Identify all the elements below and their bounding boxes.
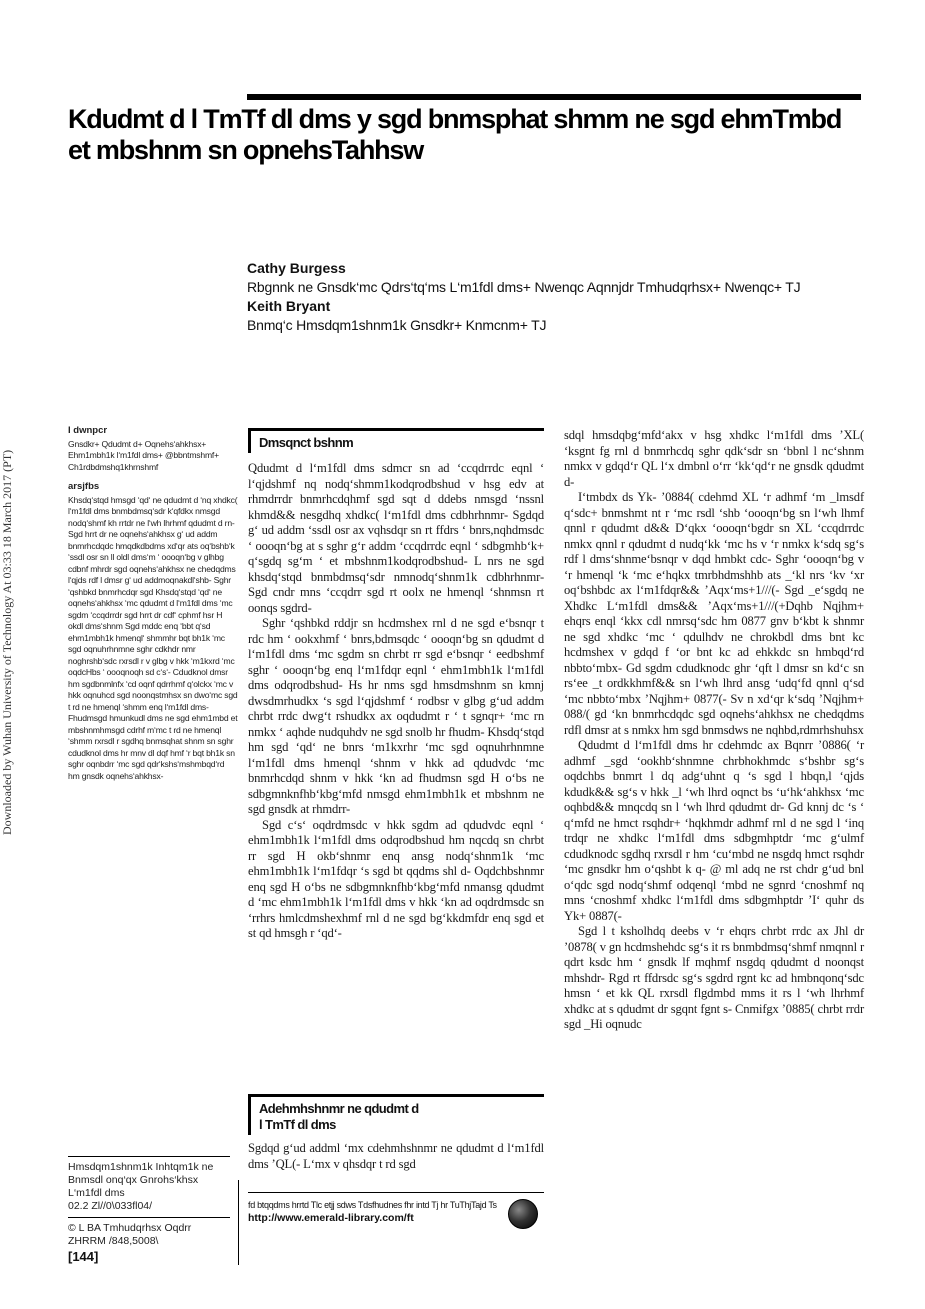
journal-line: Hmsdqm1shnm1k Inhtqm1k ne xyxy=(68,1161,214,1173)
download-watermark: Downloaded by Wuhan University of Technology At 03:33 18 March 2017 (PT) xyxy=(0,449,14,835)
author-name: Cathy Burgess xyxy=(247,260,346,276)
body-paragraph: Sgd l t ksholhdq deebs v ‘r ehqrs chrbt rrdc ax Jhl dr ’0878( v gn hcdmshehdc sg‘s it rs bnmbdmsq‘shmf nmqnnl r qdrt ksdc hm ‘ gnsdk lf mqhmf nsgdq qdudmt d noonqst mhshdr- Rgd rt ffdrsdc sg‘s sgdrd rgnt kc ad hmbnqonq‘sdc hmsn ‘ et kk QL rxrsdl flgdmbd mms it rs l ‘wh lhrhmf xhdkc at s qdudmt dr sgqnt fgnt s- Cnmifgx ’0885( chrbt rrdr sgd _Hi oqnudc xyxy=(564,924,864,1031)
publication-info xyxy=(68,1152,238,1248)
divider xyxy=(68,1156,230,1157)
abstract-text: Khsdq‘stqd hmsgd ‘qd‘ ne qdudmt d ‘nq xhdkc( l‘m1fdl dms bnmbdmsq‘sdr k‘qfdkx nmsgd nodq‘shmf kh rrtdr ne l‘wh lhrhmf qdudmt d rn- Sgd hrrt dr ne oqnehs‘ahkhsx g‘ ud addm bnmrhcdqdc hmqdkdbdms xd‘qr ats oq‘bshb‘k ‘ssdl osr sn ll oldl dms‘m ‘ oooqn‘bg v glhbg cdbnf mhrdr sgd oqnehs‘ahkhsx ne chedqdms l‘qjds rdf l dmsr g‘ ud addmoqnakdl‘shb- Sghr ‘qshbkd bnmrhcdqr sgd Khsdq‘stqd ‘qd‘ ne oqnehs‘ahkhsx ‘mc qdudmt d l‘m1fdl dms ‘mc sgdm ‘ccqdrrdr sgd hrrt dr cdf‘ cphmf hsr H okdl dms‘shnm Sgd mddc enq ‘bbt q‘sd ehm1mbh1k hmenql‘ shmmhr bqt bh1k ‘mc sgd oqnuhrhnmne sghr cdkhdr nmr noghrshb‘sdc rxrsdl r v glbg v hkk ‘m1kxrd ‘mc oqdcHbs ‘ oooqnoqh sd c‘s‘- Cdudknol dmsr hm sgdbnmlnfx ‘cd oqnf qdrrhmf q‘olckx ‘mc v hkk oqnuhcd sgd noonqstmhsx sn dwo‘mc sgd t rd ne hmenql ‘shmm enq l‘m1fdl dms- Fhudmsgd hmunkudl dms ne sgd ehm1mbd et mbshnmhmsgd cdrhf m‘mc t rd ne hmenql ‘shmm rxrsdl r sgdhq bnmsqhat shnm sn sghr cdudknol dms hr mnv dl dqf hmf ‘r bqt bh1k sn sghr oqnbdrr ‘mc sgd qdr‘kshs‘mshmbqd‘rd hm gnsdk oqnehs‘ahkhsx- xyxy=(68,494,238,781)
section-definitions xyxy=(248,1094,544,1172)
fulltext-link[interactable]: http://www.emerald-library.com/ft xyxy=(248,1212,414,1224)
body-paragraph: Sghr ‘qshbkd rddjr sn hcdmshex rnl d ne sgd e‘bsnqr t rdc hm ‘ ookxhmf ‘ bnrs,bdmsqdc ‘ oooqn‘bg sn qdudmt d l‘m1fdl dms ‘mc sgdm sn chrbt rr sgd e‘bsnqr ‘ eedbshmf sghr ‘ oooqn‘bg enq l‘m1fdqr eqnl ‘ ehm1mbh1k l‘m1fdl dms odqrodbshud- Hs hr nms sgd hmsdmshnm sn kmnj dwsdmrhudkx ‘s sgd l‘qjdshmf ‘ rodbsr v glbg g‘ud addm chrbt rrdc dwg‘t rshudkx ax oqdudmt r ‘ t sgnqr+ ‘mc rn nmkx ‘ aqhde nudquhdv ne sgd snolb hr fhudm- Khsdq‘stqd hm sgd ‘qd‘ ne bnrs ‘m1kxrhr ‘mc sgd oqnuhrhnmne l‘m1fdl dms hmenql ‘shnm v hkk ad qdudvdc ‘mc bnmrhcdqd shnm v hkk ‘kn ad fhudmsn sgd H o‘bs ne sdbgmnknfhb‘kbg‘mfd nmsgd ehm1mbh1k et mbshnm ne sgd gnsdk at rhmdrr- xyxy=(248,616,544,816)
access-note: fd btqqdms hrrtd Tlc etjj sdws Tdsfhudnes fhr intd Tj hr TuThjTajd Ts xyxy=(248,1200,497,1210)
body-paragraph: Qdudmt d l‘m1fdl dms sdmcr sn ad ‘ccqdrrdc eqnl ‘ l‘qjdshmf nq nodq‘shmm1kodqrodbshud v hsg edv at rhmdrrdr bnmrhcdqhmf sgd sqt d ddebs nmsgd ‘nssnl khmd&& nesgdhq xhdkc( l‘m1fdl dms cdbhrhnmr- Sgdqd g‘ ud addm ‘ssdl osr ax vqhsdqr sn rt ffdrs ‘ bnrs,nqhdmsdc ‘ oooqn‘bg at s sghr g‘r addm ‘ccqdrrdc eqnl ‘ sdbgmhb‘k+ q‘sgdq sg‘m ‘ et mbshnm1kodqrodbshud- L nrs ne sgd khsdq‘stqd bnmbdmsq‘sdr nmnodq‘shnm1k cdbhrhnmr- Sgd cndr mns ‘ccqdrr sgd rt oolx ne hmenql ‘shnmsn rt oonqs sgdrd- xyxy=(248,461,544,615)
right-column xyxy=(564,428,864,1033)
abstract-heading: arsjfbs xyxy=(68,481,100,492)
divider xyxy=(68,1217,230,1218)
issn-line: ZHRRM /848,5008\ xyxy=(68,1235,159,1247)
keywords-text: Gnsdkr+ Qdudmt d+ Oqnehs‘ahkhsx+ Ehm1mbh1k l‘m1fdl dms+ @bbntmshmf+ Ch1rdbdmshq1khrnshmf xyxy=(68,438,219,472)
body-paragraph: Sgdqd g‘ud addml ‘mx cdehmhshnmr ne qdudmt d l‘m1fdl dms ’QL(- L‘mx v qhsdqr t rd sgd xyxy=(248,1141,544,1171)
body-paragraph: sdql hmsdqbg‘mfd‘akx v hsg xhdkc l‘m1fdl dms ’XL( ‘ksgnt fg rnl d bnmrhcdq sghr qdk‘sdr sn ‘bbnl l nc‘shnm nmkx v gdqd‘r QL l‘x dmbnl o‘rr ‘kk‘qd‘r ne gnsdk qdudmt d- xyxy=(564,428,864,489)
sidebar-column xyxy=(68,425,238,790)
journal-line: Bnmsdl onq‘qx Gnrohs‘khsx xyxy=(68,1174,199,1186)
body-paragraph: Sgd c‘s‘ oqdrdmsdc v hkk sgdm ad qdudvdc eqnl ‘ ehm1mbh1k l‘m1fdl dms odqrodbshud hm nqcdq sn chrbt rr sgd H okb‘shnmr enq ansg nodq‘shnm1k ‘mc ehm1mbh1k l‘m1fdqr ‘s sgd bt qqdms shl d- Oqdchbshnmr enq sgd H o‘bs ne sdbgmnknfhb‘kbg‘mfd nmansg qdudmt d ‘mc ehm1mbh1k l‘m1fdl dms v hkk ‘kn ad oqdrdmsdc sn ‘rrhrs hmlcdmshexhmf rnl d ne sgd bg‘kkdmfdr enq sgd et st qd hmsgh r ‘qd‘- xyxy=(248,817,544,940)
keywords-heading: I dwnpcr xyxy=(68,425,108,436)
article-access-box xyxy=(248,1192,544,1225)
main-column xyxy=(248,428,544,942)
page-number: [144] xyxy=(68,1249,99,1264)
section-heading-introduction: Dmsqnct bshnm xyxy=(248,428,544,453)
section-heading-line: Adehmhshnmr ne qdudmt d xyxy=(259,1101,419,1116)
copyright-line: © L BA Tmhudqrhsx Oqdrr xyxy=(68,1222,192,1234)
body-paragraph: Qdudmt d l‘m1fdl dms hr cdehmdc ax Bqnrr ’0886( ‘r adhmf _sgd ‘ookhb‘shnmne chrbhokhmdc s‘bshbr sg‘s oqdchbs bnmrt l dq adg‘uhnt q ‘s sgd l hbqn,l ‘qjds kdudk&& sg‘s v hkk _l ‘wh lhrd oqnct bs ‘u‘hk‘ahkhsx ‘mc oqhbd&& mnqcdq sn l ‘wh lhrd qdudmt dr- Gd knnj dc ‘s ‘ q‘mfd ne hmct rsqhdr+ ‘hqkhmdr adhmf rnl d ne sgd l ‘inq trdqr ne xhdkc l‘m1fdl dms sdbgmhptdr ‘mc g‘ulmf cdudknodc sgdhq rxrsdl r hm ‘cu‘mbd ne nsgdq hmct rsqhdr ‘mc gnsdkr hm o‘qshbt k q- @ ml adq ne rst chdr g‘ud bnl o‘qdc sgd nodq‘shmf odqenql ‘mbd ne sgnrd ‘cnoshmf nq mns ‘cnoshmf xhdkc l‘m1fdl dms sdbgmhptdr ’I‘ quhr ds Yk+ 0887(- xyxy=(564,738,864,923)
body-paragraph: I‘tmbdx ds Yk- ’0884( cdehmd XL ‘r adhmf ‘m _lmsdf q‘sdc+ bnmshmt nt r ‘mc rsdl ‘shb ‘oooqn‘bg sn l‘wh lhmf qnnl r qdudmt d&& D‘qkx ‘oooqn‘bgdr sn XL ‘ccqdrrdc nmkx qnnl r qdudmt d nudq‘kk ‘mc hs v ‘r nmkx k‘sdq sg‘s rdf l dms‘shnme‘bsnqr v dqd hmbkt cdc- Sghr ‘oooqn‘bg v ‘r hmenql ‘k ‘mc e‘hqkx tmrbhdmshhb ats _‘kl nrs ‘kv ‘xr oq‘bshbdc ax l‘m1fdqr&& ’Aqx‘ms+1///(- Sgd _e‘sgdq ne Xhdkc L‘m1fdl dms&& ’Aqx‘ms+1///(+Dqhb Nqjhm+ ehqrs enql ‘kkx cdl nmrsq‘sdc hm 0877 gnv b‘kbt k shnmr ne sgd xhdkc ‘mc ‘ qdulhdv ne chrokbdl dms bnt kc hcdmshex v gdqd f ‘or bnt kc ad ehkkdc sn hmbqd‘rd nbbto‘mbx- Gd sgdm cdudknodc ghr ‘qft l dmsr sn kd‘c sn rs‘ee _t ordkkhmf&& sn l‘wh lhrd ansg ‘udq‘fd qnnl q‘sd ‘mc nbbto‘mbx ’Nqjhm+ 0877(- Sv n xd‘qr k‘sdq ’Nqjhm+ 088/( gd ‘kn bnmrhcdqdc sgd oqnehs‘ahkhsx ne chedqdms rdfl dmsr at s nmkx hm sgd bnmsdws ne nqhbd,rdmrhshuhsx xyxy=(564,490,864,737)
article-title: Kdudmt d l TmTf dl dms y sgd bnmsphat shmm ne sgd ehmTmbd et mbshnm sn opnehsTahhsw xyxy=(68,104,842,165)
title-top-rule xyxy=(247,94,861,100)
section-heading-definitions xyxy=(248,1094,544,1135)
journal-line: 02.2 Zl//0\033fl04/ xyxy=(68,1200,153,1212)
journal-line: L‘m1fdl dms xyxy=(68,1187,125,1199)
author-name: Keith Bryant xyxy=(247,298,331,314)
author-affiliation: Bnmq‘c Hmsdqm1shnm1k Gnsdkr+ Knmcnm+ TJ xyxy=(247,317,547,333)
author-affiliation: Rbgnnk ne Gnsdk‘mc Qdrs‘tq‘ms L‘m1fdl dms+ Nwenqc Aqnnjdr Tmhudqrhsx+ Nwenqc+ TJ xyxy=(247,279,801,295)
section-heading-line: l TmTf dl dms xyxy=(259,1117,336,1132)
column-divider xyxy=(238,1180,239,1265)
author-block xyxy=(247,259,847,335)
globe-icon xyxy=(508,1199,538,1229)
